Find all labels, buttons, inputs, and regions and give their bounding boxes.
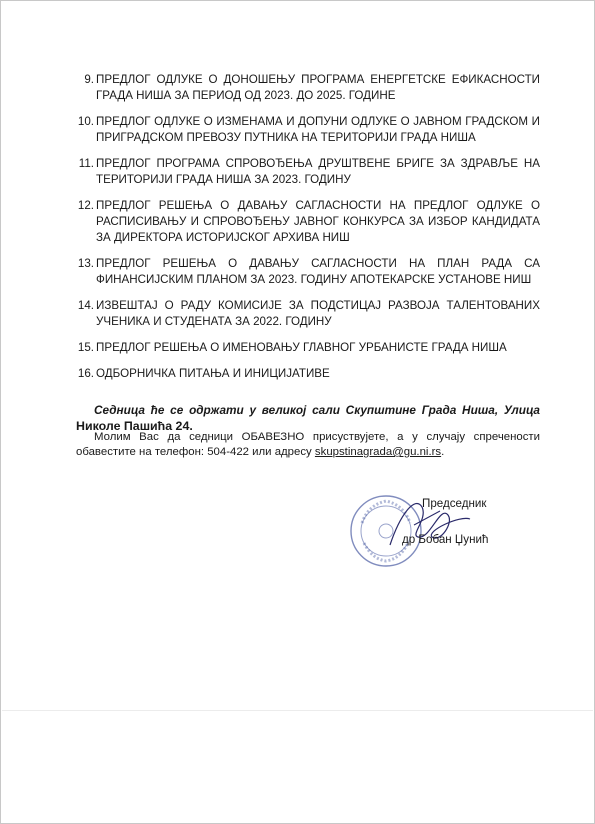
signatory-name: др Бобан Џунић xyxy=(402,533,489,546)
contact-email-link[interactable]: skupstinagrada@gu.ni.rs xyxy=(314,446,442,458)
agenda-item-text: ПРЕДЛОГ ОДЛУКЕ О ДОНОШЕЊУ ПРОГРАМА ЕНЕРГЕТСКЕ ЕФИКАСНОСТИ ГРАДА НИША ЗА ПЕРИОД ОД 2023. ДО 2025. ГОДИНЕ xyxy=(96,73,540,102)
agenda-item-text: ОДБОРНИЧКА ПИТАЊА И ИНИЦИЈАТИВЕ xyxy=(96,367,330,380)
venue-street: Николе Пашића 24. xyxy=(76,419,193,433)
signatory-title: Председник xyxy=(422,497,487,510)
agenda-item-number: 16. xyxy=(77,367,94,380)
agenda-item-text: ПРЕДЛОГ РЕШЕЊА О ДАВАЊУ САГЛАСНОСТИ НА ПРЕДЛОГ ОДЛУКЕ О РАСПИСИВАЊУ И СПРОВОЂЕЊУ ЈАВНОГ КОНКУРСА ЗА ИЗБОР КАНДИДАТА ЗА ДИРЕКТОРА ИСТОРИЈСКОГ АРХИВА НИШ xyxy=(96,199,540,244)
page-divider xyxy=(2,710,593,711)
agenda-item-13 xyxy=(76,256,540,288)
attendance-request xyxy=(76,430,540,460)
agenda-item-text: ПРЕДЛОГ РЕШЕЊА О ИМЕНОВАЊУ ГЛАВНОГ УРБАНИСТЕ ГРАДА НИША xyxy=(96,341,507,354)
agenda-item-12 xyxy=(76,198,540,246)
agenda-list xyxy=(76,72,540,392)
agenda-item-15 xyxy=(76,340,540,356)
agenda-item-text: ПРЕДЛОГ РЕШЕЊА О ДАВАЊУ САГЛАСНОСТИ НА ПЛАН РАДА СА ФИНАНСИЈСКИМ ПЛАНОМ ЗА 2023. ГОДИНУ АПОТЕКАРСКЕ УСТАНОВЕ НИШ xyxy=(96,257,540,286)
agenda-item-14 xyxy=(76,298,540,330)
agenda-item-number: 14. xyxy=(77,299,94,312)
agenda-item-text: ИЗВЕШТАЈ О РАДУ КОМИСИЈЕ ЗА ПОДСТИЦАЈ РАЗВОЈА ТАЛЕНТОВАНИХ УЧЕНИКА И СТУДЕНАТА ЗА 2022. ГОДИНУ xyxy=(96,299,540,328)
agenda-item-number: 15. xyxy=(77,341,94,354)
agenda-item-number: 13. xyxy=(77,257,94,270)
request-end: . xyxy=(441,446,445,458)
agenda-item-number: 9. xyxy=(84,73,94,86)
agenda-item-number: 11. xyxy=(78,157,94,170)
venue-text: Седница ће се одржати у великој сали Скупштине Града Ниша, Улица xyxy=(94,403,540,417)
agenda-item-number: 10. xyxy=(77,115,94,128)
signature-block xyxy=(330,485,550,585)
agenda-item-9 xyxy=(76,72,540,104)
agenda-item-text: ПРЕДЛОГ ОДЛУКЕ О ИЗМЕНАМА И ДОПУНИ ОДЛУКЕ О ЈАВНОМ ГРАДСКОМ И ПРИГРАДСКОМ ПРЕВОЗУ ПУТНИКА НА ТЕРИТОРИЈИ ГРАДА НИША xyxy=(96,115,540,144)
agenda-item-number: 12. xyxy=(77,199,94,212)
agenda-item-text: ПРЕДЛОГ ПРОГРАМА СПРОВОЂЕЊА ДРУШТВЕНЕ БРИГЕ ЗА ЗДРАВЉЕ НА ТЕРИТОРИЈИ ГРАДА НИША ЗА 2023. ГОДИНУ xyxy=(96,157,540,186)
agenda-item-16 xyxy=(76,366,540,382)
request-text: Молим Вас да седници ОБАВЕЗНО присуствујете, а у случају спречености обавестите на телефон: 504-422 или адресу xyxy=(76,431,540,458)
agenda-item-11 xyxy=(76,156,540,188)
agenda-item-10 xyxy=(76,114,540,146)
